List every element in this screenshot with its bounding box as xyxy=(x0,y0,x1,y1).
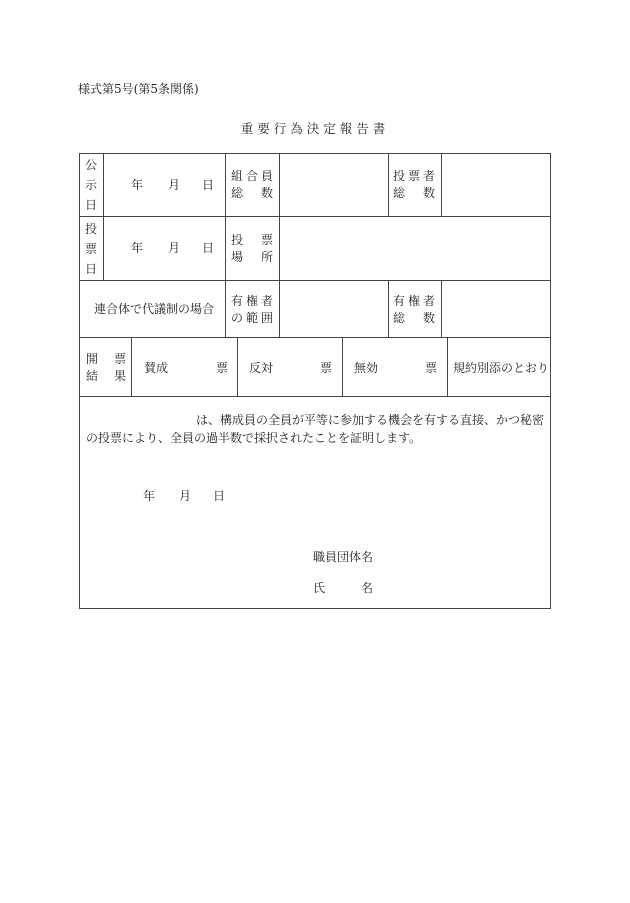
vote-day-label: 日 xyxy=(202,241,215,255)
name-label-second: 名 xyxy=(361,581,374,595)
organization-name-label: 職員団体名 xyxy=(313,550,374,564)
report-form-table xyxy=(79,153,551,609)
row-divider xyxy=(80,396,550,397)
bylaws-note: 規約別添のとおり xyxy=(453,361,550,375)
announce-date-label: 公示日 xyxy=(84,158,97,212)
eligible-scope-label-top: 有権者 xyxy=(231,294,273,308)
document-title: 重要行為決定報告書 xyxy=(240,121,390,136)
announce-month-label: 月 xyxy=(168,178,181,192)
cert-year-label: 年 xyxy=(143,489,156,503)
approve-votes-unit: 票 xyxy=(216,361,229,375)
column-divider xyxy=(103,154,104,280)
federation-label: 連合体で代議制の場合 xyxy=(94,302,215,316)
invalid-votes-unit: 票 xyxy=(425,361,438,375)
vote-month-label: 月 xyxy=(168,241,181,255)
oppose-votes-unit: 票 xyxy=(320,361,333,375)
cert-day-label: 日 xyxy=(213,489,226,503)
row-divider xyxy=(80,280,550,281)
eligible-scope-label-bottom: の範囲 xyxy=(231,311,273,325)
column-divider xyxy=(447,337,448,396)
column-divider xyxy=(225,154,226,337)
name-label-first: 氏 xyxy=(313,581,326,595)
column-divider xyxy=(342,337,343,396)
invalid-label: 無効 xyxy=(354,361,379,375)
vote-place-label-top: 投 票 xyxy=(231,233,273,247)
oppose-label: 反対 xyxy=(249,361,274,375)
vote-result-label-bottom: 結 果 xyxy=(86,369,126,383)
column-divider xyxy=(279,154,280,337)
column-divider xyxy=(131,337,132,396)
eligible-total-label-bottom: 総 数 xyxy=(393,311,435,325)
column-divider xyxy=(441,280,442,337)
member-total-label-bottom: 総 数 xyxy=(231,186,273,200)
eligible-total-label-top: 有権者 xyxy=(393,294,435,308)
column-divider xyxy=(388,280,389,337)
voter-total-label-top: 投票者 xyxy=(393,169,435,183)
row-divider xyxy=(80,216,550,217)
form-number: 様式第5号(第5条関係) xyxy=(78,82,199,96)
column-divider xyxy=(237,337,238,396)
column-divider xyxy=(388,154,389,216)
cert-month-label: 月 xyxy=(179,489,192,503)
vote-place-label-bottom: 場 所 xyxy=(231,250,273,264)
certification-statement: は、構成員の全員が平等に参加する機会を有する直接、かつ秘密の投票により、全員の過半数で採択されたことを証明します。 xyxy=(86,413,545,445)
voter-total-label-bottom: 総 数 xyxy=(393,186,435,200)
member-total-label-top: 組合員 xyxy=(231,169,273,183)
vote-year-label: 年 xyxy=(131,241,144,255)
vote-result-label-top: 開 票 xyxy=(86,352,126,366)
announce-year-label: 年 xyxy=(131,178,144,192)
announce-day-label: 日 xyxy=(202,178,215,192)
approve-label: 賛成 xyxy=(144,361,169,375)
row-divider xyxy=(80,337,550,338)
column-divider xyxy=(441,154,442,216)
vote-date-label: 投票日 xyxy=(84,222,97,276)
